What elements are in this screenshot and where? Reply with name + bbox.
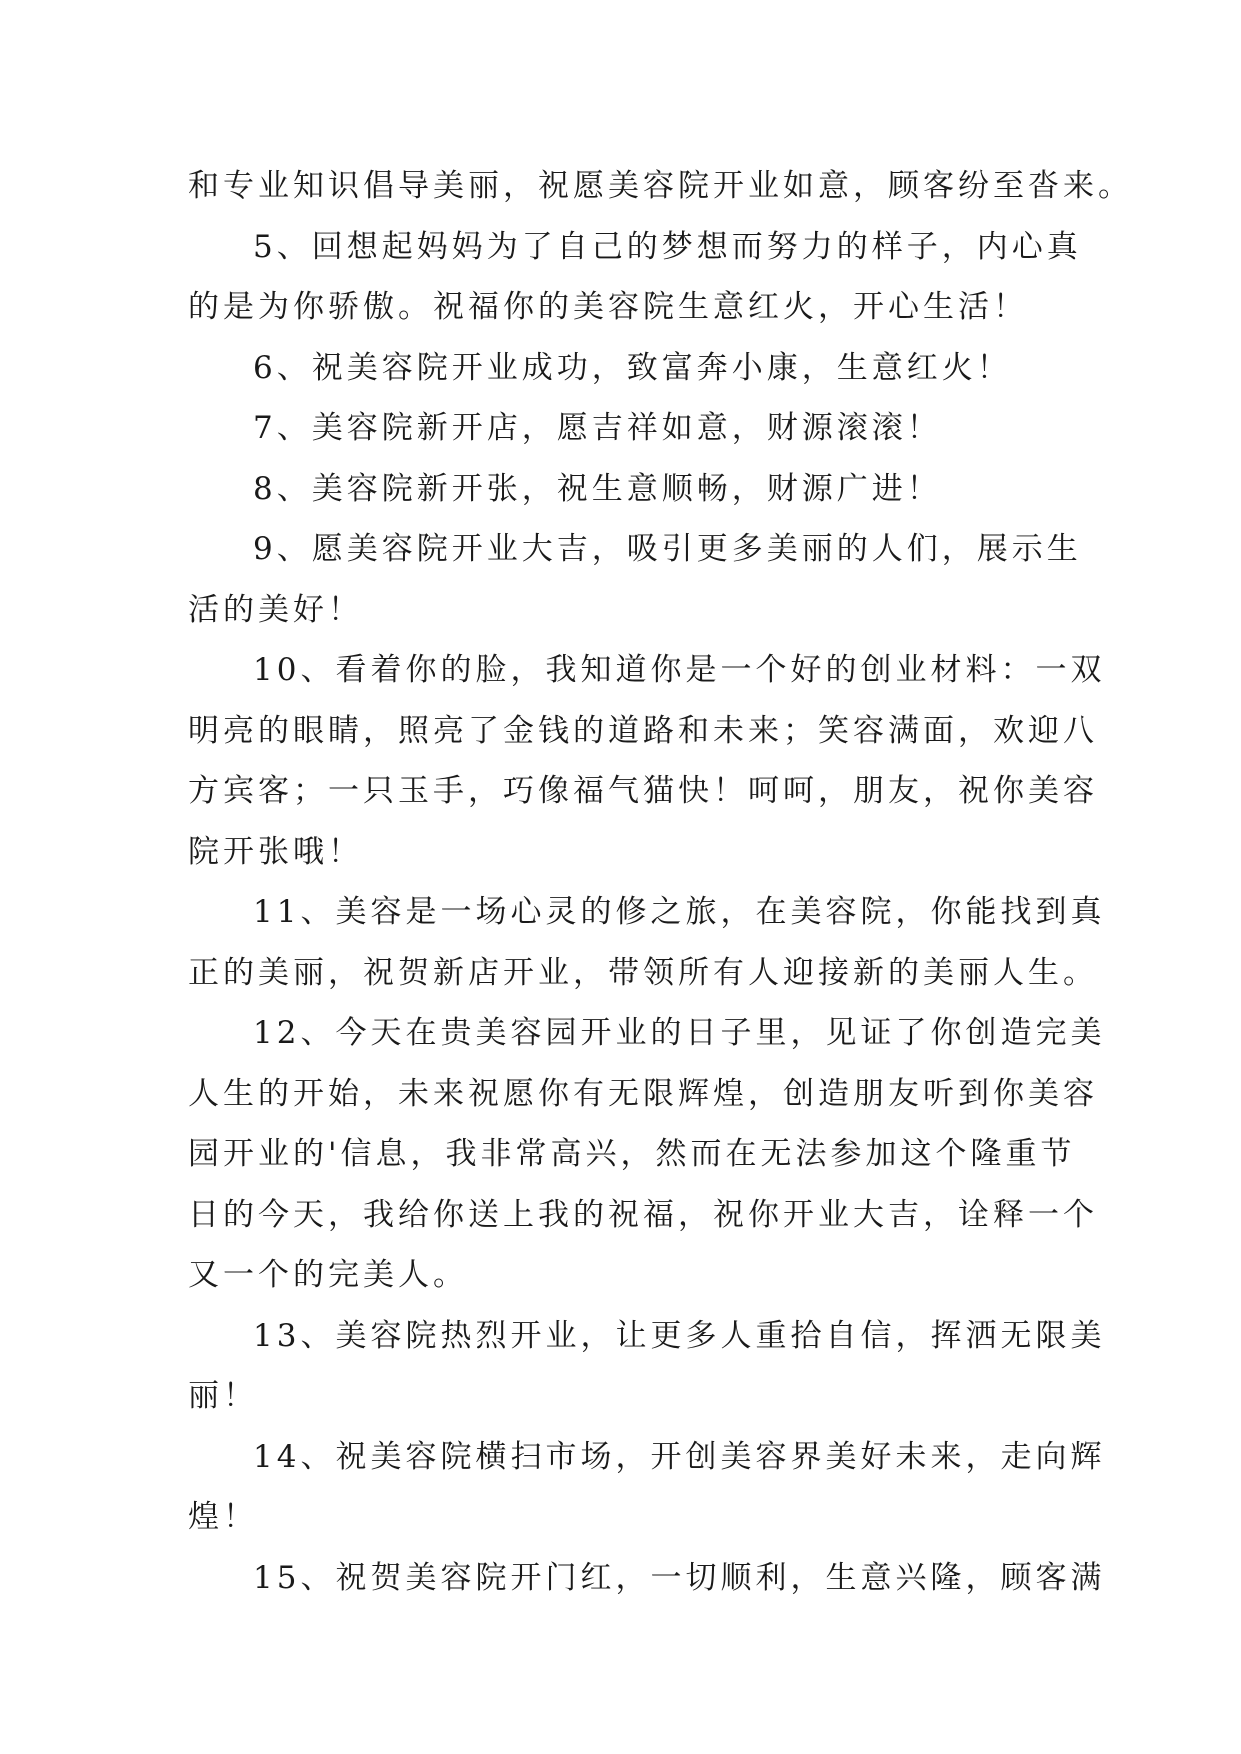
text-line: 11、美容是一场心灵的修之旅，在美容院，你能找到真 — [253, 894, 1106, 930]
text-line: 10、看着你的脸，我知道你是一个好的创业材料：一双 — [253, 652, 1106, 688]
text-line: 活的美好！ — [188, 591, 363, 628]
text-line: 12、今天在贵美容园开业的日子里，见证了你创造完美 — [253, 1015, 1106, 1051]
text-line: 14、祝美容院横扫市场，开创美容界美好未来，走向辉 — [253, 1438, 1106, 1475]
document-body — [188, 156, 1133, 1608]
text-line: 方宾客；一只玉手，巧像福气猫快！呵呵，朋友，祝你美容 — [188, 773, 1098, 809]
text-line: 5、回想起妈妈为了自己的梦想而努力的样子，内心真 — [253, 228, 1082, 265]
text-line: 6、祝美容院开业成功，致富奔小康，生意红火！ — [253, 349, 1012, 386]
text-line: 正的美丽，祝贺新店开业，带领所有人迎接新的美丽人生。 — [188, 954, 1098, 991]
text-line: 15、祝贺美容院开门红，一切顺利，生意兴隆，顾客满 — [253, 1559, 1106, 1596]
text-line: 13、美容院热烈开业，让更多人重拾自信，挥洒无限美 — [253, 1317, 1106, 1354]
text-line: 和专业知识倡导美丽，祝愿美容院开业如意，顾客纷至沓来。 — [188, 168, 1133, 204]
text-line: 又一个的完美人。 — [188, 1257, 468, 1293]
text-line: 8、美容院新开张，祝生意顺畅，财源广进！ — [253, 470, 942, 507]
text-line: 园开业的'信息，我非常高兴，然而在无法参加这个隆重节 — [188, 1136, 1076, 1172]
text-line: 煌！ — [188, 1499, 258, 1535]
text-line: 院开张哦！ — [188, 833, 363, 870]
text-line: 丽！ — [188, 1378, 258, 1414]
text-line: 7、美容院新开店，愿吉祥如意，财源滚滚！ — [253, 410, 942, 446]
text-line: 9、愿美容院开业大吉，吸引更多美丽的人们，展示生 — [253, 531, 1082, 567]
text-line: 日的今天，我给你送上我的祝福，祝你开业大吉，诠释一个 — [188, 1196, 1098, 1233]
text-line: 明亮的眼睛，照亮了金钱的道路和未来；笑容满面，欢迎八 — [188, 712, 1098, 749]
text-line: 的是为你骄傲。祝福你的美容院生意红火，开心生活！ — [188, 289, 1028, 325]
text-line: 人生的开始，未来祝愿你有无限辉煌，创造朋友听到你美容 — [188, 1075, 1098, 1112]
